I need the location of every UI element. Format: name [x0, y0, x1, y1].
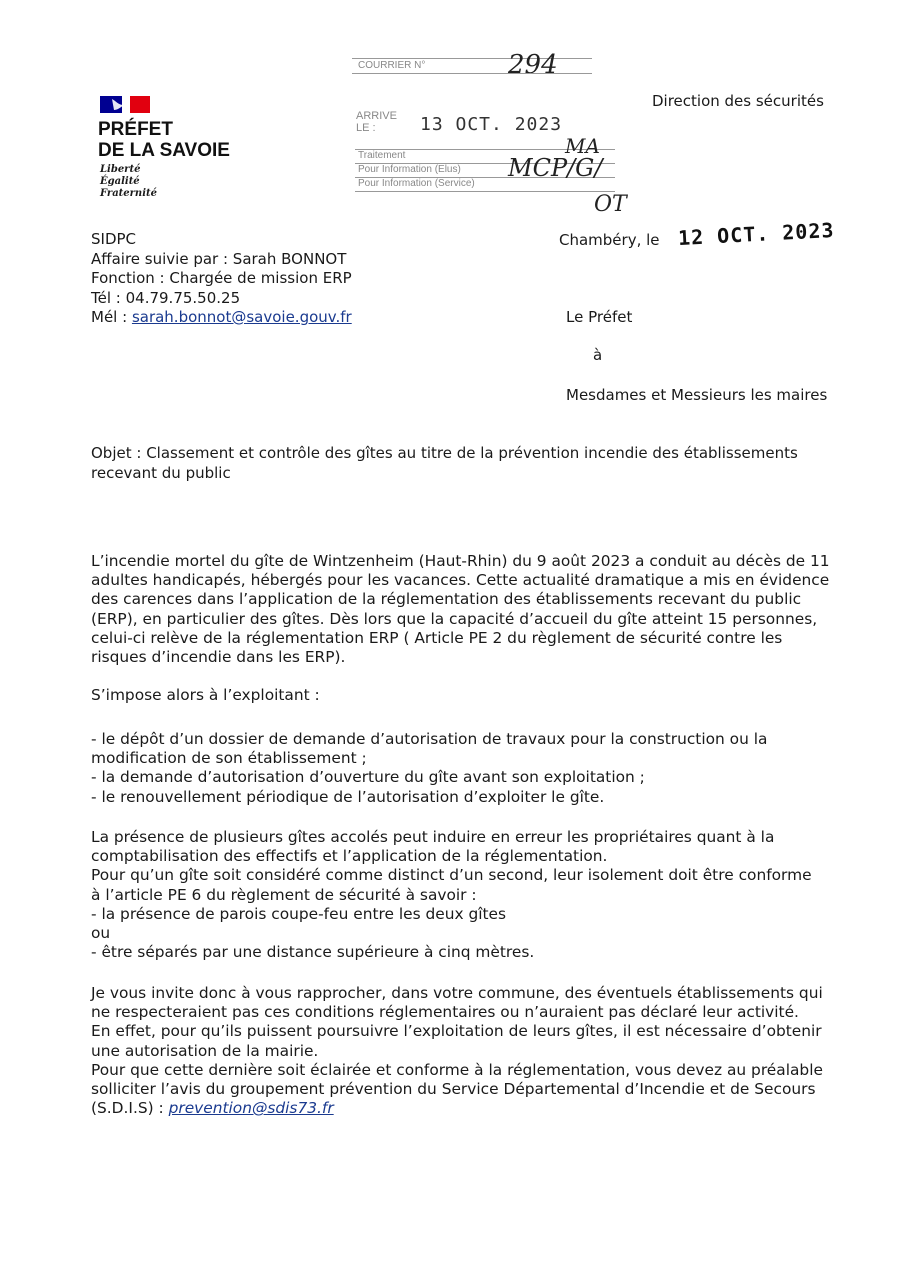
stamp-courrier-rule — [352, 73, 592, 74]
suivi-name: Sarah BONNOT — [232, 249, 347, 268]
motto-liberte: Liberté — [100, 164, 141, 175]
sdis-label: (S.D.I.S) : — [91, 1099, 169, 1118]
para4-line: à l’article PE 6 du règlement de sécurité à savoir : — [91, 885, 477, 904]
republic-motto — [100, 164, 157, 200]
mel-email-link[interactable]: sarah.bonnot@savoie.gouv.fr — [131, 308, 352, 326]
para4-line: ou — [91, 924, 111, 943]
arrive-date: 13 OCT. 2023 — [420, 114, 563, 135]
arrive-label-2: LE : — [356, 122, 376, 134]
para-gites-accoles — [91, 828, 831, 962]
para1-line: des carences dans l’application de la réglementation des établissements recevant du public — [91, 590, 802, 609]
stamp-row-info-elus: Pour Information (Elus) — [358, 164, 461, 175]
para5-line: solliciter l’avis du groupement prévention du Service Départemental d’Incendie et de Secours — [91, 1080, 816, 1099]
para3-line: - le dépôt d’un dossier de demande d’autorisation de travaux pour la construction ou la — [91, 730, 768, 748]
para4-line: - la présence de parois coupe-feu entre les deux gîtes — [91, 904, 507, 923]
arrive-label — [356, 110, 397, 134]
tel-value: 04.79.75.50.25 — [125, 288, 241, 307]
direction-label: Direction des sécurités — [652, 92, 824, 110]
sender-block — [91, 230, 352, 328]
recipient-label: Mesdames et Messieurs les maires — [566, 386, 828, 404]
fonction-line — [91, 269, 352, 289]
handwritten-ot: OT — [594, 192, 627, 217]
para2-line: S’impose alors à l’exploitant : — [91, 686, 320, 704]
para3-line: modification de son établissement ; — [91, 749, 367, 768]
courrier-number: 294 — [508, 50, 558, 80]
prefet-title-line2: DE LA SAVOIE — [98, 140, 230, 161]
marianne-flag-icon — [100, 96, 150, 113]
para1-line: risques d’incendie dans les ERP). — [91, 648, 346, 667]
objet-label: Objet : — [91, 444, 147, 462]
stamp-row-rule-4 — [355, 191, 615, 192]
para-invitation — [91, 984, 831, 1118]
fonction-value: Chargée de mission ERP — [169, 269, 352, 287]
para4-line: La présence de plusieurs gîtes accolés peut induire en erreur les propriétaires quant à la — [91, 828, 775, 846]
service-name: SIDPC — [91, 230, 137, 248]
para-incident — [91, 552, 831, 667]
motto-fraternite: Fraternité — [100, 188, 157, 199]
prefet-title — [98, 119, 230, 161]
objet-line-1 — [91, 444, 798, 464]
place-label: Chambéry, le — [559, 231, 660, 249]
objet-line-2: recevant du public — [91, 463, 231, 482]
from-label: Le Préfet — [566, 308, 633, 326]
para-obligations — [91, 730, 831, 807]
para1-line: L’incendie mortel du gîte de Wintzenheim (Haut-Rhin) du 9 août 2023 a conduit au décès de 11 — [91, 552, 830, 570]
sdis-email-link[interactable]: prevention@sdis73.fr — [168, 1099, 334, 1118]
para4-line: comptabilisation des effectifs et l’application de la réglementation. — [91, 847, 608, 866]
suivi-line — [91, 250, 352, 270]
courrier-label: COURRIER N° — [358, 60, 426, 71]
objet-text-1: Classement et contrôle des gîtes au titre de la prévention incendie des établissements — [146, 444, 798, 462]
para1-line: adultes handicapés, hébergés pour les vacances. Cette actualité dramatique a mis en évidence — [91, 571, 830, 590]
tel-label: Tél : — [91, 288, 126, 307]
para4-line: Pour qu’un gîte soit considéré comme distinct d’un second, leur isolement doit être conforme — [91, 866, 812, 885]
para5-line: ne respecteraient pas ces conditions réglementaires ou n’auraient pas déclaré leur activité. — [91, 1003, 799, 1022]
para1-line: (ERP), en particulier des gîtes. Dès lors que la capacité d’accueil du gîte atteint 15 personnes, — [91, 609, 818, 628]
para5-line: En effet, pour qu’ils puissent poursuivre l’exploitation de leurs gîtes, il est nécessaire d’obtenir — [91, 1022, 822, 1041]
stamp-row-info-service: Pour Information (Service) — [358, 178, 475, 189]
handwritten-mcp: MCP/G/ — [508, 154, 603, 182]
para5-line: Pour que cette dernière soit éclairée et conforme à la réglementation, vous devez au préalable — [91, 1060, 823, 1079]
tel-line — [91, 289, 352, 309]
arrive-label-1: ARRIVE — [356, 110, 397, 122]
motto-egalite: Égalité — [100, 176, 140, 187]
fonction-label: Fonction : — [91, 269, 170, 287]
mel-label: Mél : — [91, 308, 132, 326]
objet-block — [91, 444, 798, 483]
letter-date: 12 OCT. 2023 — [677, 217, 836, 251]
suivi-label: Affaire suivie par : — [91, 249, 233, 268]
para1-line: celui-ci relève de la réglementation ERP ( Article PE 2 du règlement de sécurité contre les — [91, 628, 783, 647]
prefet-title-line1: PRÉFET — [98, 119, 173, 140]
para-impose — [91, 686, 831, 705]
a-label: à — [593, 346, 603, 364]
para3-line: - le renouvellement périodique de l’autorisation d’exploiter le gîte. — [91, 787, 605, 806]
para5-last-line — [91, 1099, 831, 1118]
para5-line: une autorisation de la mairie. — [91, 1041, 319, 1060]
para3-line: - la demande d’autorisation d’ouverture du gîte avant son exploitation ; — [91, 768, 645, 787]
stamp-row-traitement: Traitement — [358, 150, 406, 161]
para5-line: Je vous invite donc à vous rapprocher, dans votre commune, des éventuels établissements qui — [91, 984, 823, 1002]
para4-line: - être séparés par une distance supérieure à cinq mètres. — [91, 943, 535, 962]
mel-line — [91, 308, 352, 328]
handwritten-ma: MA — [565, 134, 600, 158]
